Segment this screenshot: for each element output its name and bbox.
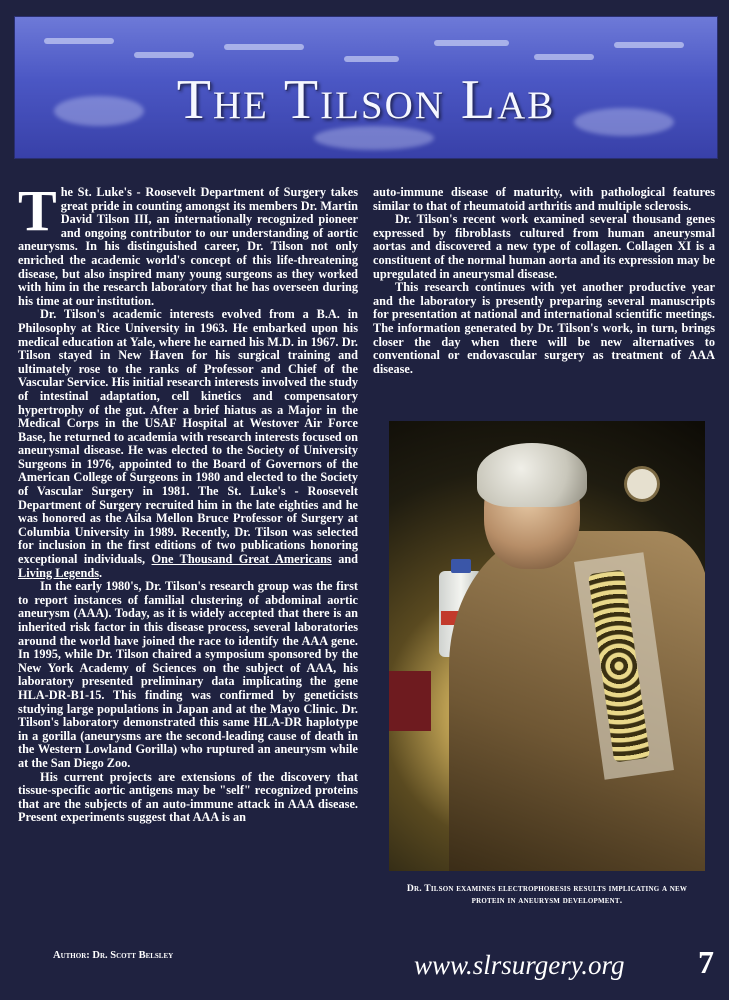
wall-clock [627,469,657,499]
website-url: www.slrsurgery.org [414,950,625,980]
article-paragraph: Dr. Tilson's recent work examined several thousand genes expressed by fibroblasts cultured from human aneurysmal aortas and discovered a new type of collagen. Collagen XI is a constituent of the normal human aorta and its expression may be upregulated in aneurysmal disease. [373,212,715,281]
bottle-cap [451,559,471,573]
gel-band [134,52,194,58]
gel-band [614,42,684,48]
gel-band [344,56,399,62]
header-banner [14,16,718,159]
gel-band [44,38,114,44]
paragraph-text: he St. Luke's - Roosevelt Department of Surgery takes great pride in counting amongst its members Dr. Martin David Tilson III, an internationally recognized pioneer and ongoing contributor to our understanding of aortic aneurysms. In his distinguished career, Dr. Tilson not only enriched the academic world's concept of this life-threatening disease, but also inspired many young surgeons as they worked with him in the research laboratory that he has overseen during his time at our institution. [18,185,358,308]
paragraph-text: . [98,565,103,580]
paragraph-text: and [338,552,359,567]
page-title: The Tilson Lab [176,69,556,131]
paragraph-text: Dr. Tilson's academic interests evolved from a B.A. in Philosophy at Rice University in 1963. He embarked upon his medical education at Yale, where he earned his M.D. in 1967. Dr. Tilson stayed in New Haven for his surgical training and ultimately rose to the ranks of Professor and Chief of the Vascular Service. His initial research interests involved the study of intestinal adaptation, cell kinetics and compensatory hypertrophy of the gut. After a brief hiatus as a Major in the Medical Corps in the USAF Hospital at Westover Air Force Base, he returned to academia with research interests focused on aneurysmal disease. He was elected to the Society of University Surgeons in 1976, appointed to the Board of Governors of the American College of Surgeons in 1980 and elected to the Society of Vascular Surgery in 1981. The St. Luke's - Roosevelt Department of Surgery recruited him in the late eighties and he was honored as the Ailsa Mellon Bruce Professor of Surgery at Columbia University in 1989. Recently, Dr. Tilson was selected for inclusion in the first editions of two publications honoring exceptional individuals, [18,307,358,567]
book-title: One Thousand Great Americans [151,552,332,567]
lab-photo [389,421,705,871]
article-paragraph [18,308,358,580]
article-right-column [373,186,715,376]
red-box [389,671,431,731]
gel-band [434,40,509,46]
article-left-column [18,178,359,825]
gel-band [534,54,594,60]
book-title: Living Legends [18,565,99,580]
article-paragraph [18,178,358,308]
scientist-hair [477,443,587,507]
article-paragraph: auto-immune disease of maturity, with pathological features similar to that of rheumatoid arthritis and multiple sclerosis. [373,185,715,213]
article-paragraph: In the early 1980's, Dr. Tilson's research group was the first to report instances of familial clustering of abdominal aortic aneurysm (AAA). Today, as it is widely accepted that there is an inherited risk factor in this disease process, several laboratories around the world have joined the race to identify the AAA gene. In 1995, while Dr. Tilson chaired a symposium sponsored by the New York Academy of Sciences on the subject of AAA, his laboratory presented preliminary data implicating the gene HLA-DR-B1-15. This finding was confirmed by geneticists studying large populations in Japan and at the Mayo Clinic. Dr. Tilson's laboratory demonstrated this same HLA-DR haplotype in a gorilla (aneurysms are the second-leading cause of death in the Western Lowland Gorilla) who ruptured an aneurysm while at the San Diego Zoo. [18,579,358,770]
article-paragraph: This research continues with yet another productive year and the laboratory is presently preparing several manuscripts for presentation at national and international scientific meetings. The information generated by Dr. Tilson's work, in turn, brings closer the day when there will be new alternatives to conventional or endovascular surgery as treatment of AAA disease. [373,280,715,376]
article-paragraph: His current projects are extensions of the discovery that tissue-specific aortic antigens may be "self" recognized proteins that are the subjects of an auto-immune attack in AAA disease. Present experiments suggest that AAA is an [18,769,358,825]
drop-cap: T [18,178,57,243]
author-credit: Author: Dr. Scott Belsley [53,950,174,961]
page-number: 7 [698,944,714,980]
gel-band [224,44,304,50]
photo-caption: Dr. Tilson examines electrophoresis results implicating a new protein in aneurysm development. [406,883,688,906]
